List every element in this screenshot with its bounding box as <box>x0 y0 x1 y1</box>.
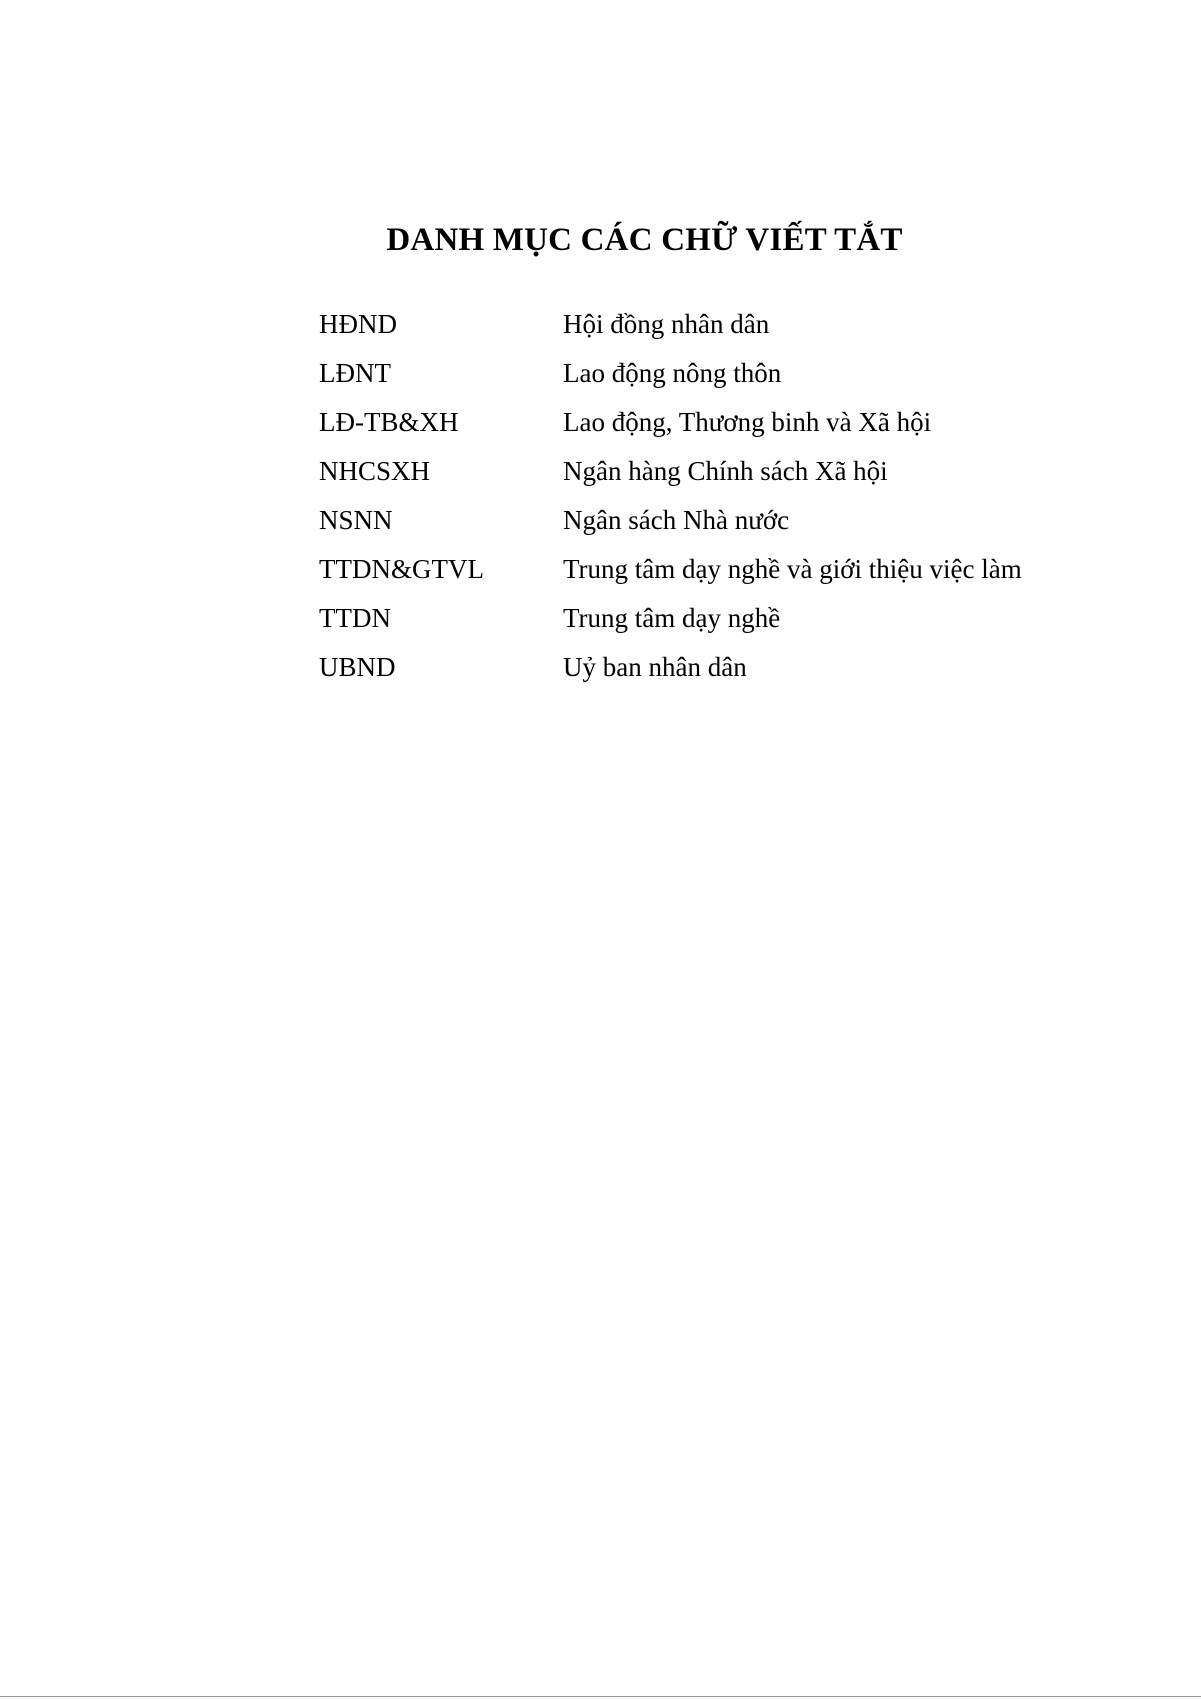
abbreviation-term: LĐNT <box>319 358 391 388</box>
abbreviation-list <box>319 306 1079 698</box>
abbreviation-term: NHCSXH <box>319 456 431 486</box>
abbreviation-definition: Uỷ ban nhân dân <box>563 652 747 682</box>
abbreviation-row <box>319 306 1079 355</box>
abbreviation-row <box>319 649 1079 698</box>
abbreviation-definition: Lao động, Thương binh và Xã hội <box>563 407 932 437</box>
abbreviation-row <box>319 600 1079 649</box>
abbreviation-term: LĐ-TB&XH <box>319 407 459 437</box>
abbreviation-term: HĐND <box>319 309 397 339</box>
abbreviation-term: NSNN <box>319 505 393 535</box>
abbreviation-term: UBND <box>319 652 396 682</box>
abbreviation-row <box>319 502 1079 551</box>
abbreviation-term: TTDN <box>319 603 391 633</box>
page-bottom-divider <box>0 1696 1201 1697</box>
abbreviation-row <box>319 453 1079 502</box>
page-title: DANH MỤC CÁC CHỮ VIẾT TẮT <box>386 222 903 259</box>
abbreviation-definition: Ngân sách Nhà nước <box>563 505 790 535</box>
abbreviation-term: TTDN&GTVL <box>319 554 484 584</box>
abbreviation-definition: Trung tâm dạy nghề và giới thiệu việc làm <box>563 554 1022 584</box>
abbreviation-row <box>319 355 1079 404</box>
abbreviation-definition: Ngân hàng Chính sách Xã hội <box>563 456 888 486</box>
abbreviation-row <box>319 551 1079 600</box>
abbreviation-definition: Hội đồng nhân dân <box>563 309 770 339</box>
abbreviation-row <box>319 404 1079 453</box>
abbreviation-definition: Trung tâm dạy nghề <box>563 603 781 633</box>
abbreviation-definition: Lao động nông thôn <box>563 358 782 388</box>
